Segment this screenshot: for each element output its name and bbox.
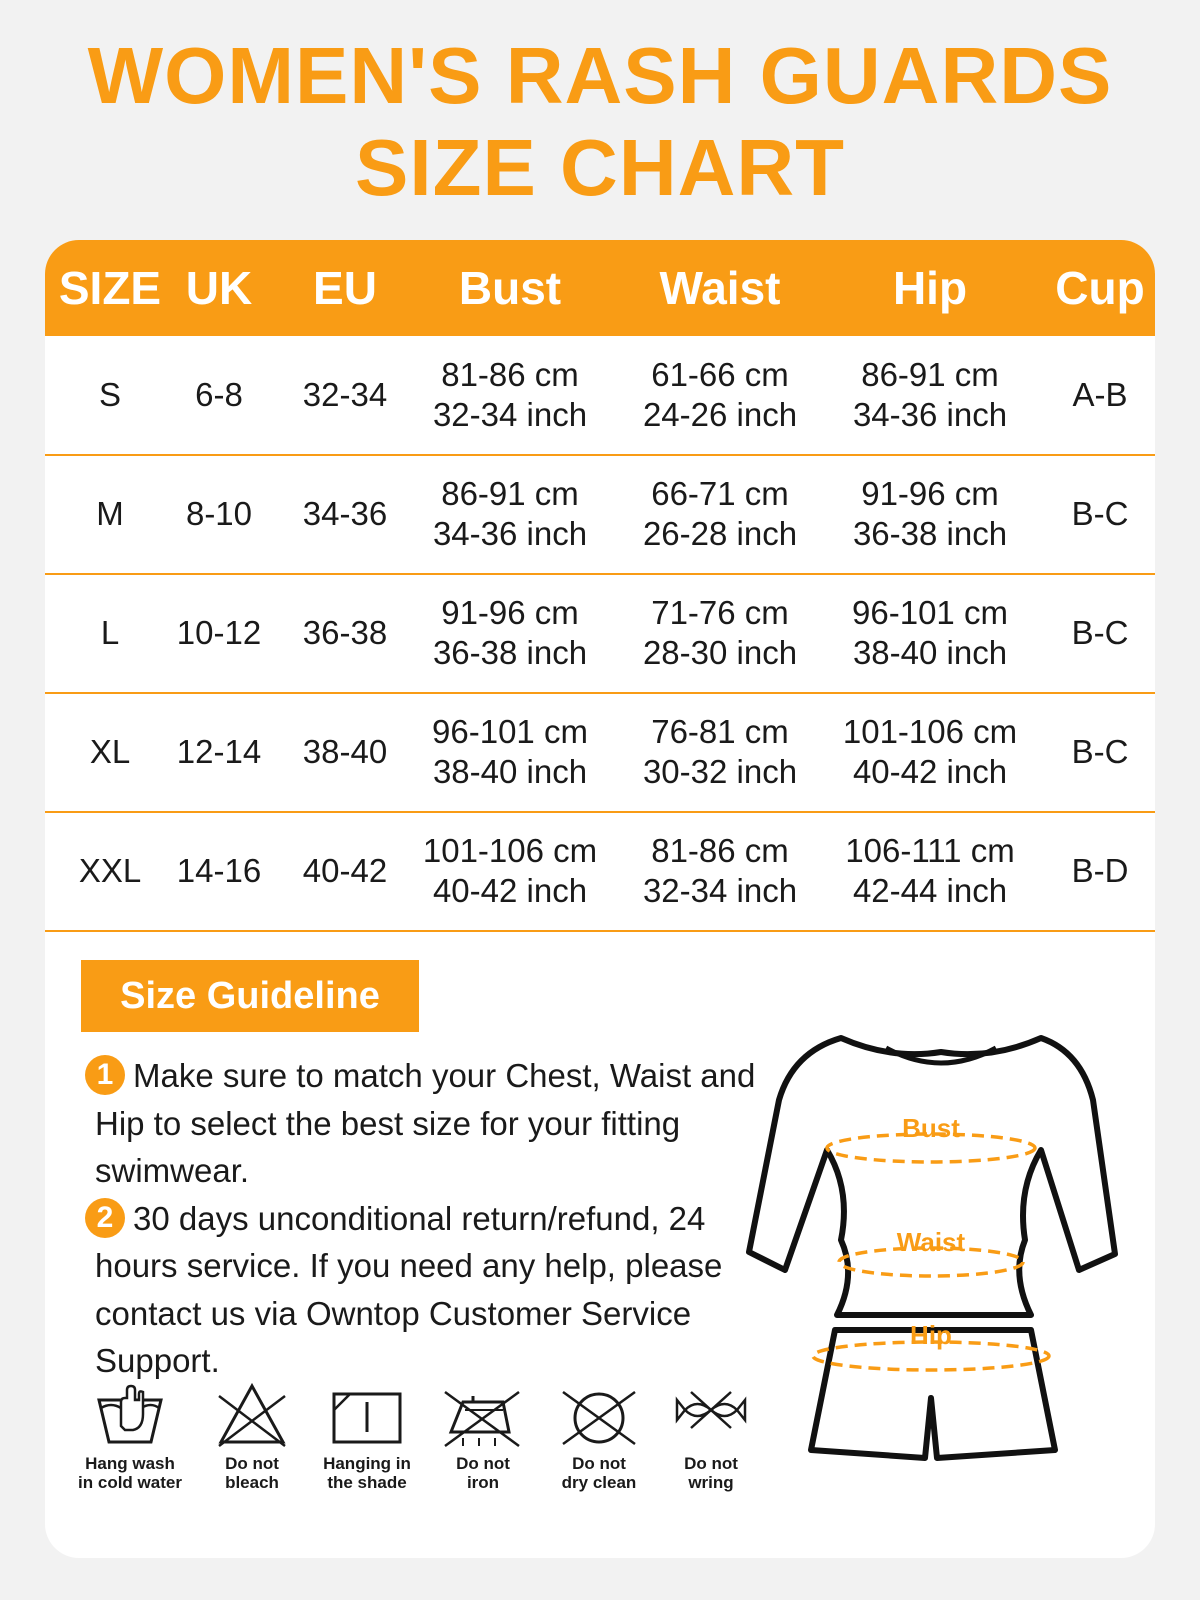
title-line-1: WOMEN'S RASH GUARDS	[87, 31, 1113, 120]
cell-hip	[825, 574, 1035, 692]
header-hip: Hip	[892, 262, 968, 314]
no-bleach-icon	[215, 1380, 289, 1450]
cell-waist	[620, 574, 820, 692]
hip-inch: 42-44 inch	[852, 872, 1008, 909]
header-size: SIZE	[58, 262, 162, 314]
cell-uk: 12-14	[176, 733, 262, 770]
hip-cm: 106-111 cm	[845, 832, 1015, 869]
title-line-2: SIZE CHART	[355, 123, 845, 212]
bust-inch: 36-38 inch	[432, 634, 588, 671]
cell-cup: B-D	[1071, 852, 1129, 889]
cell-uk: 6-8	[195, 376, 243, 413]
care-label-line1: Hang wash	[85, 1454, 175, 1473]
cell-eu: 32-34	[302, 376, 388, 413]
cell-size: XL	[89, 733, 131, 770]
care-label-line2: bleach	[225, 1473, 279, 1492]
care-label-line2: dry clean	[561, 1473, 637, 1492]
cell-hip	[825, 693, 1035, 811]
care-label-line1: Do not	[225, 1454, 279, 1473]
care-label-line2: iron	[466, 1473, 500, 1492]
waist-inch: 24-26 inch	[642, 396, 798, 433]
care-label-line1: Do not	[572, 1454, 626, 1473]
hip-inch: 38-40 inch	[852, 634, 1008, 671]
cell-bust	[410, 812, 610, 930]
cell-hip	[825, 455, 1035, 573]
guideline-item-text: Make sure to match your Chest, Waist and Hip to select the best size for your fitting swimwear.	[95, 1057, 756, 1189]
cell-cup: A-B	[1072, 376, 1128, 413]
hip-cm: 96-101 cm	[852, 594, 1008, 631]
waist-label: Waist	[896, 1227, 966, 1257]
care-label-line1: Do not	[456, 1454, 510, 1473]
cell-hip	[825, 336, 1035, 454]
cell-uk: 10-12	[176, 614, 262, 651]
cell-eu: 34-36	[302, 495, 388, 532]
guideline-item-text: 30 days unconditional return/refund, 24 hours service. If you need any help, please contact us via Owntop Customer Service Support.	[95, 1199, 723, 1379]
no-dry-clean-icon	[559, 1380, 639, 1450]
care-shade-dry	[307, 1380, 427, 1492]
bust-label: Bust	[902, 1113, 960, 1143]
care-no-bleach	[192, 1380, 312, 1492]
bust-inch: 34-36 inch	[432, 515, 588, 552]
table-header	[45, 240, 1155, 336]
cell-uk: 8-10	[185, 495, 253, 532]
bust-cm: 96-101 cm	[432, 713, 588, 750]
table-row	[45, 693, 1155, 813]
cell-bust	[410, 574, 610, 692]
waist-cm: 81-86 cm	[651, 832, 789, 869]
table-row	[45, 812, 1155, 932]
cell-waist	[620, 812, 820, 930]
hip-inch: 36-38 inch	[852, 515, 1008, 552]
step-number-badge: 1	[85, 1055, 125, 1095]
waist-cm: 66-71 cm	[651, 475, 789, 512]
cell-uk: 14-16	[176, 852, 262, 889]
cell-waist	[620, 336, 820, 454]
bust-inch: 38-40 inch	[432, 753, 588, 790]
waist-inch: 32-34 inch	[642, 872, 798, 909]
rash-guard-shirt-icon	[749, 1038, 1115, 1315]
cell-waist	[620, 455, 820, 573]
care-label-line1: Hanging in	[323, 1454, 411, 1473]
cell-size: L	[100, 614, 120, 651]
care-label-line1: Do not	[684, 1454, 738, 1473]
care-no-dry-clean	[539, 1380, 659, 1492]
guideline-item	[95, 1195, 775, 1385]
hip-cm: 91-96 cm	[861, 475, 999, 512]
waist-cm: 71-76 cm	[651, 594, 789, 631]
bust-cm: 81-86 cm	[441, 356, 579, 393]
hand-wash-icon	[93, 1380, 167, 1450]
cell-hip	[825, 812, 1035, 930]
cell-size: S	[98, 376, 121, 413]
cell-eu: 40-42	[302, 852, 388, 889]
size-guideline-heading: Size Guideline	[81, 960, 419, 1032]
table-row	[45, 574, 1155, 694]
guideline-text	[95, 1052, 775, 1385]
step-number-badge: 2	[85, 1198, 125, 1238]
hip-inch: 34-36 inch	[852, 396, 1008, 433]
size-chart-card	[45, 240, 1155, 1558]
care-label-line2: wring	[688, 1473, 734, 1492]
cell-bust	[410, 336, 610, 454]
cell-bust	[410, 693, 610, 811]
header-waist: Waist	[659, 262, 781, 314]
cell-cup: B-C	[1071, 614, 1129, 651]
page-title	[0, 30, 1200, 214]
waist-cm: 76-81 cm	[651, 713, 789, 750]
cell-bust	[410, 455, 610, 573]
no-iron-icon	[443, 1380, 523, 1450]
care-hand-wash	[70, 1380, 190, 1492]
cell-cup: B-C	[1071, 495, 1129, 532]
guideline-item	[95, 1052, 775, 1195]
garment-measurement-figure	[741, 1030, 1141, 1480]
table-row	[45, 336, 1155, 456]
waist-inch: 26-28 inch	[642, 515, 798, 552]
no-wring-icon	[671, 1380, 751, 1450]
shade-dry-icon	[330, 1380, 404, 1450]
care-label-line2: the shade	[327, 1473, 407, 1492]
header-uk: UK	[185, 262, 253, 314]
cell-eu: 36-38	[302, 614, 388, 651]
bust-inch: 32-34 inch	[432, 396, 588, 433]
hip-cm: 101-106 cm	[842, 713, 1018, 750]
waist-inch: 30-32 inch	[642, 753, 798, 790]
waist-cm: 61-66 cm	[651, 356, 789, 393]
cell-size: XXL	[78, 852, 142, 889]
table-row	[45, 455, 1155, 575]
cell-eu: 38-40	[302, 733, 388, 770]
header-cup: Cup	[1055, 262, 1145, 314]
cell-size: M	[96, 495, 124, 532]
header-bust: Bust	[458, 262, 562, 314]
care-label-line2: in cold water	[78, 1473, 182, 1492]
care-no-iron	[423, 1380, 543, 1492]
bust-cm: 86-91 cm	[441, 475, 579, 512]
bust-cm: 101-106 cm	[422, 832, 598, 869]
header-eu: EU	[313, 262, 377, 314]
hip-cm: 86-91 cm	[861, 356, 999, 393]
cell-waist	[620, 693, 820, 811]
hip-inch: 40-42 inch	[852, 753, 1008, 790]
bust-cm: 91-96 cm	[441, 594, 579, 631]
waist-inch: 28-30 inch	[642, 634, 798, 671]
bust-inch: 40-42 inch	[432, 872, 588, 909]
hip-label: Hip	[910, 1320, 952, 1350]
cell-cup: B-C	[1071, 733, 1129, 770]
